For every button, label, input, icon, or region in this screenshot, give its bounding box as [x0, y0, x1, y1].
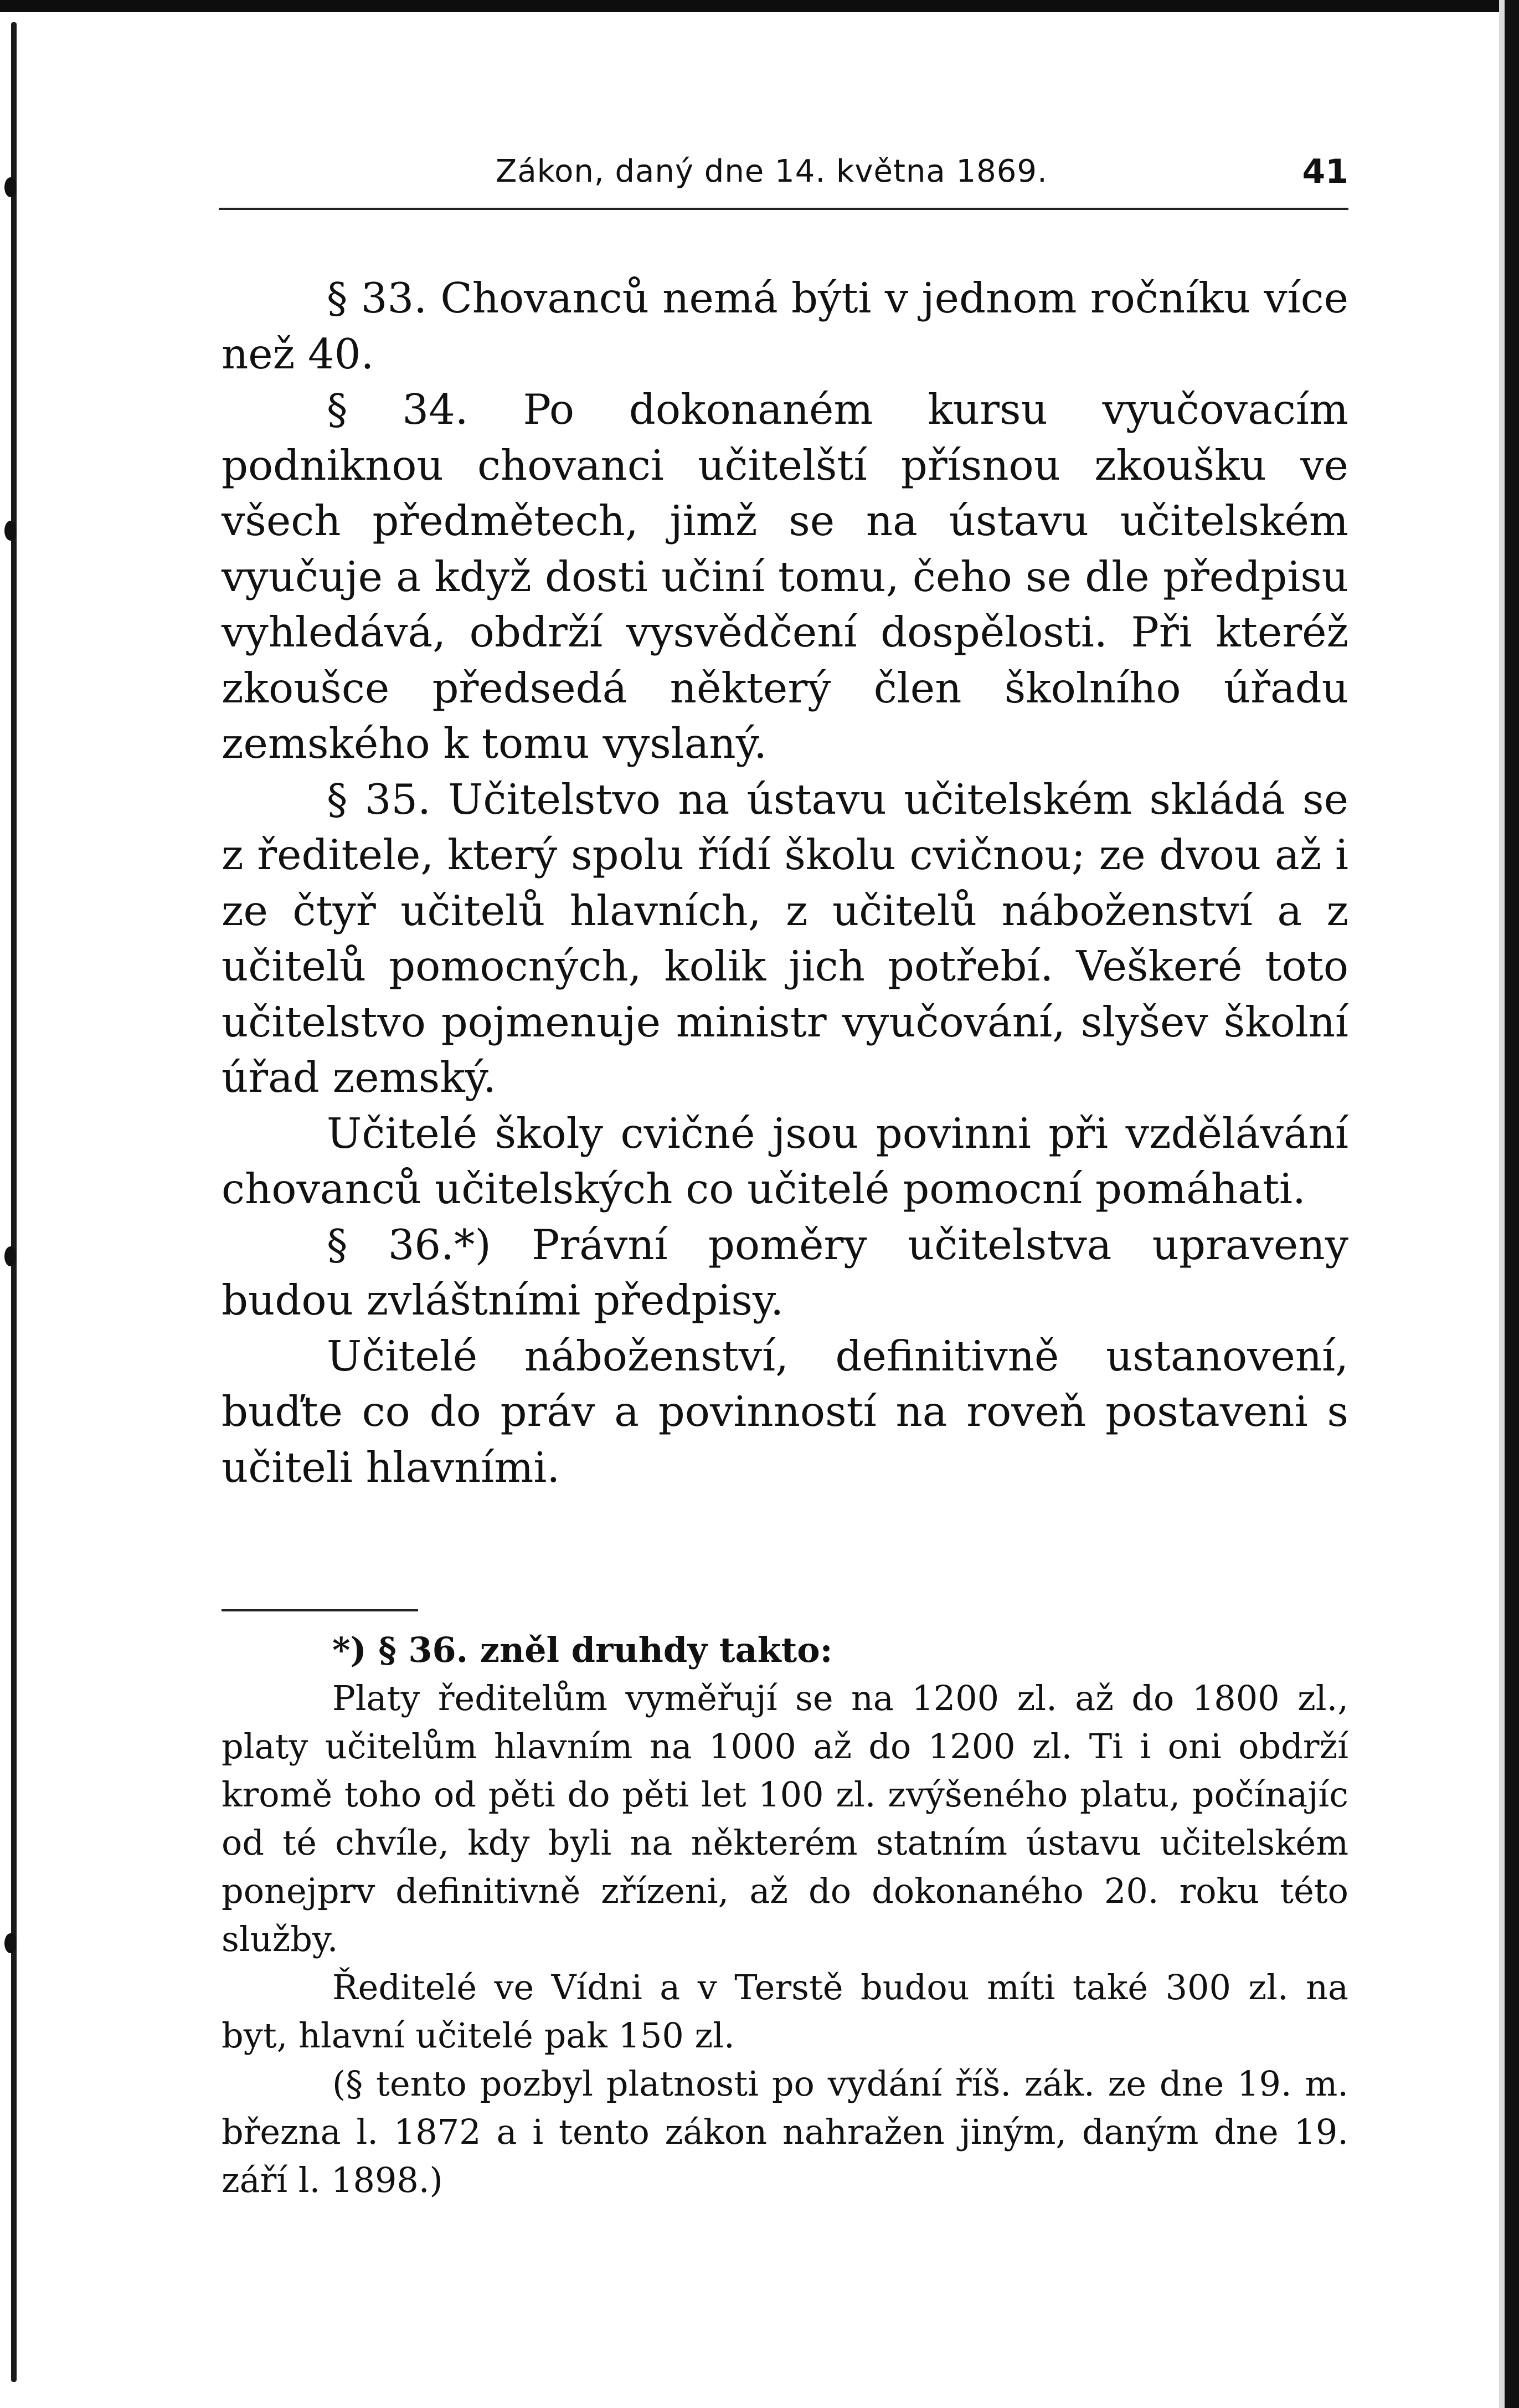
paragraph-33: § 33. Chovanců nemá býti v jednom ročníku více než 40.: [222, 274, 1348, 378]
page-number: 41: [1302, 152, 1348, 191]
main-text: [222, 270, 1348, 1495]
scan-mark: [4, 1933, 17, 1953]
scan-mark: [4, 521, 17, 541]
scan-mark: [4, 177, 17, 197]
page-header: [219, 147, 1348, 197]
footnote: [222, 1626, 1348, 2204]
footnote-rule: [222, 1609, 418, 1611]
footnote-paragraph: (§ tento pozbyl platnosti po vydání říš. zák. ze dne 19. m. března l. 1872 a i tento zákon nahražen jiným, daným dne 19. září l. 1898.): [222, 2063, 1348, 2200]
footnote-paragraph: Ředitelé ve Vídni a v Terstě budou míti také 300 zl. na byt, hlavní učitelé pak 150 zl.: [222, 1967, 1348, 2056]
paragraph-36-continued: Učitelé náboženství, definitivně ustanovení, buďte co do práv a povinností na roveň postaveni s učiteli hlavními.: [222, 1331, 1348, 1492]
scan-edge-right-gap: [1499, 0, 1505, 2408]
scan-edge-left: [11, 22, 17, 2382]
paragraph-36: § 36.*) Právní poměry učitelstva upraveny budou zvláštními předpisy.: [222, 1220, 1348, 1324]
paragraph-35: § 35. Učitelstvo na ústavu učitelském skládá se z ředitele, který spolu řídí školu cvičnou; ze dvou až i ze čtyř učitelů hlavních, z učitelů náboženství a z učitelů pomocných, kolik jich potřebí. Veškeré toto učitelstvo pojmenuje ministr vyučování, slyšev školní úřad zemský.: [222, 774, 1348, 1102]
scan-edge-top: [0, 0, 1519, 12]
scan-mark: [4, 1246, 17, 1266]
paragraph-34: § 34. Po dokonaném kursu vyučovacím podniknou chovanci učitelští přísnou zkoušku ve všech předmětech, jimž se na ústavu učitelském vyučuje a když dosti učiní tomu, čeho se dle předpisu vyhledává, obdrží vysvědčení dospělosti. Při kteréž zkoušce předsedá některý člen školního úřadu zemského k tomu vyslaný.: [222, 385, 1348, 768]
header-rule: [219, 208, 1348, 210]
paragraph-35-continued: Učitelé školy cvičné jsou povinni při vzdělávání chovanců učitelských co učitelé pomocní pomáhati.: [222, 1108, 1348, 1213]
scan-edge-right: [1505, 0, 1519, 2408]
footnote-paragraph: Platy ředitelům vyměřují se na 1200 zl. až do 1800 zl., platy učitelům hlavním na 1000 až do 1200 zl. Ti i oni obdrží kromě toho od pěti do pěti let 100 zl. zvýšeného platu, počínajíc od té chvíle, kdy byli na některém statním ústavu učitelském ponejprv definitivně zřízeni, až do dokonaného 20. roku této služby.: [222, 1678, 1348, 1959]
running-title: Zákon, daný dne 14. května 1869.: [496, 153, 1048, 189]
footnote-lead: *) § 36. zněl druhdy takto:: [332, 1630, 833, 1670]
